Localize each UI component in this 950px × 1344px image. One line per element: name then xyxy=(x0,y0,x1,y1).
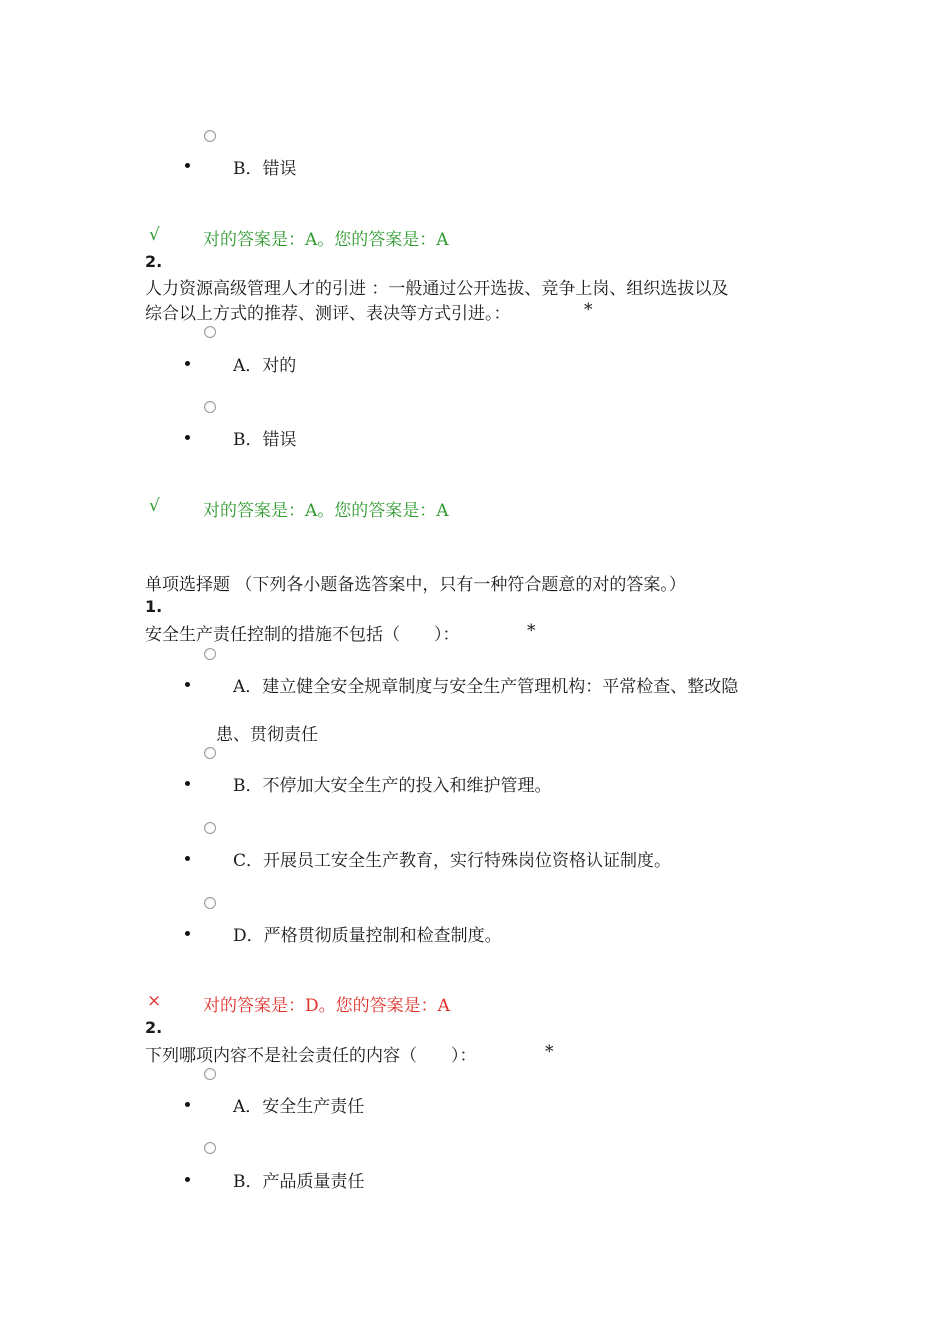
question-number: 1. xyxy=(145,597,163,616)
bullet xyxy=(185,931,190,936)
option-a-label: A．对的 xyxy=(233,356,297,376)
bullet xyxy=(185,682,190,687)
radio-option-a[interactable] xyxy=(204,648,216,660)
bullet xyxy=(185,1102,190,1107)
feedback-text: 对的答案是：A。您的答案是：A xyxy=(203,230,449,250)
radio-option-b[interactable] xyxy=(204,747,216,759)
bullet xyxy=(185,163,190,168)
question-number: 2. xyxy=(145,1018,163,1037)
bullet xyxy=(185,856,190,861)
feedback-text: 对的答案是：A。您的答案是：A xyxy=(203,501,449,521)
option-a-label: A．建立健全安全规章制度与安全生产管理机构：平常检查、整改隐 xyxy=(233,677,739,697)
required-asterisk: * xyxy=(527,621,536,641)
correct-mark-icon: √ xyxy=(149,496,160,516)
bullet xyxy=(185,435,190,440)
question-number: 2. xyxy=(145,252,163,271)
radio-option-b[interactable] xyxy=(204,130,216,142)
question-text: 安全生产责任控制的措施不包括（ ）： xyxy=(145,625,460,645)
option-b-label: B．错误 xyxy=(233,159,297,179)
question-text-line2: 综合以上方式的推荐、测评、表决等方式引进。： xyxy=(145,304,511,324)
option-a-label-continued: 患、贯彻责任 xyxy=(216,725,318,745)
required-asterisk: * xyxy=(545,1042,554,1062)
bullet xyxy=(185,781,190,786)
radio-option-c[interactable] xyxy=(204,822,216,834)
section-title: 单项选择题 （下列各小题备选答案中，只有一种符合题意的对的答案。） xyxy=(145,575,686,595)
option-b-label: B．错误 xyxy=(233,430,297,450)
incorrect-mark-icon: × xyxy=(147,991,162,1011)
radio-option-b[interactable] xyxy=(204,401,216,413)
bullet xyxy=(185,1177,190,1182)
question-text-line1: 人力资源高级管理人才的引进 ：一般通过公开选拔、竞争上岗、组织选拔以及 xyxy=(145,279,729,299)
radio-option-a[interactable] xyxy=(204,326,216,338)
feedback-text: 对的答案是：D。您的答案是：A xyxy=(203,996,450,1016)
required-asterisk: * xyxy=(584,300,593,320)
option-d-label: D．严格贯彻质量控制和检查制度。 xyxy=(233,926,502,946)
radio-option-b[interactable] xyxy=(204,1142,216,1154)
correct-mark-icon: √ xyxy=(149,225,160,245)
option-b-label: B．产品质量责任 xyxy=(233,1172,365,1192)
radio-option-a[interactable] xyxy=(204,1068,216,1080)
option-a-label: A．安全生产责任 xyxy=(233,1097,365,1117)
option-b-label: B．不停加大安全生产的投入和维护管理。 xyxy=(233,776,552,796)
option-c-label: C．开展员工安全生产教育，实行特殊岗位资格认证制度。 xyxy=(233,851,672,871)
radio-option-d[interactable] xyxy=(204,897,216,909)
question-text: 下列哪项内容不是社会责任的内容（ ）： xyxy=(145,1046,477,1066)
bullet xyxy=(185,361,190,366)
